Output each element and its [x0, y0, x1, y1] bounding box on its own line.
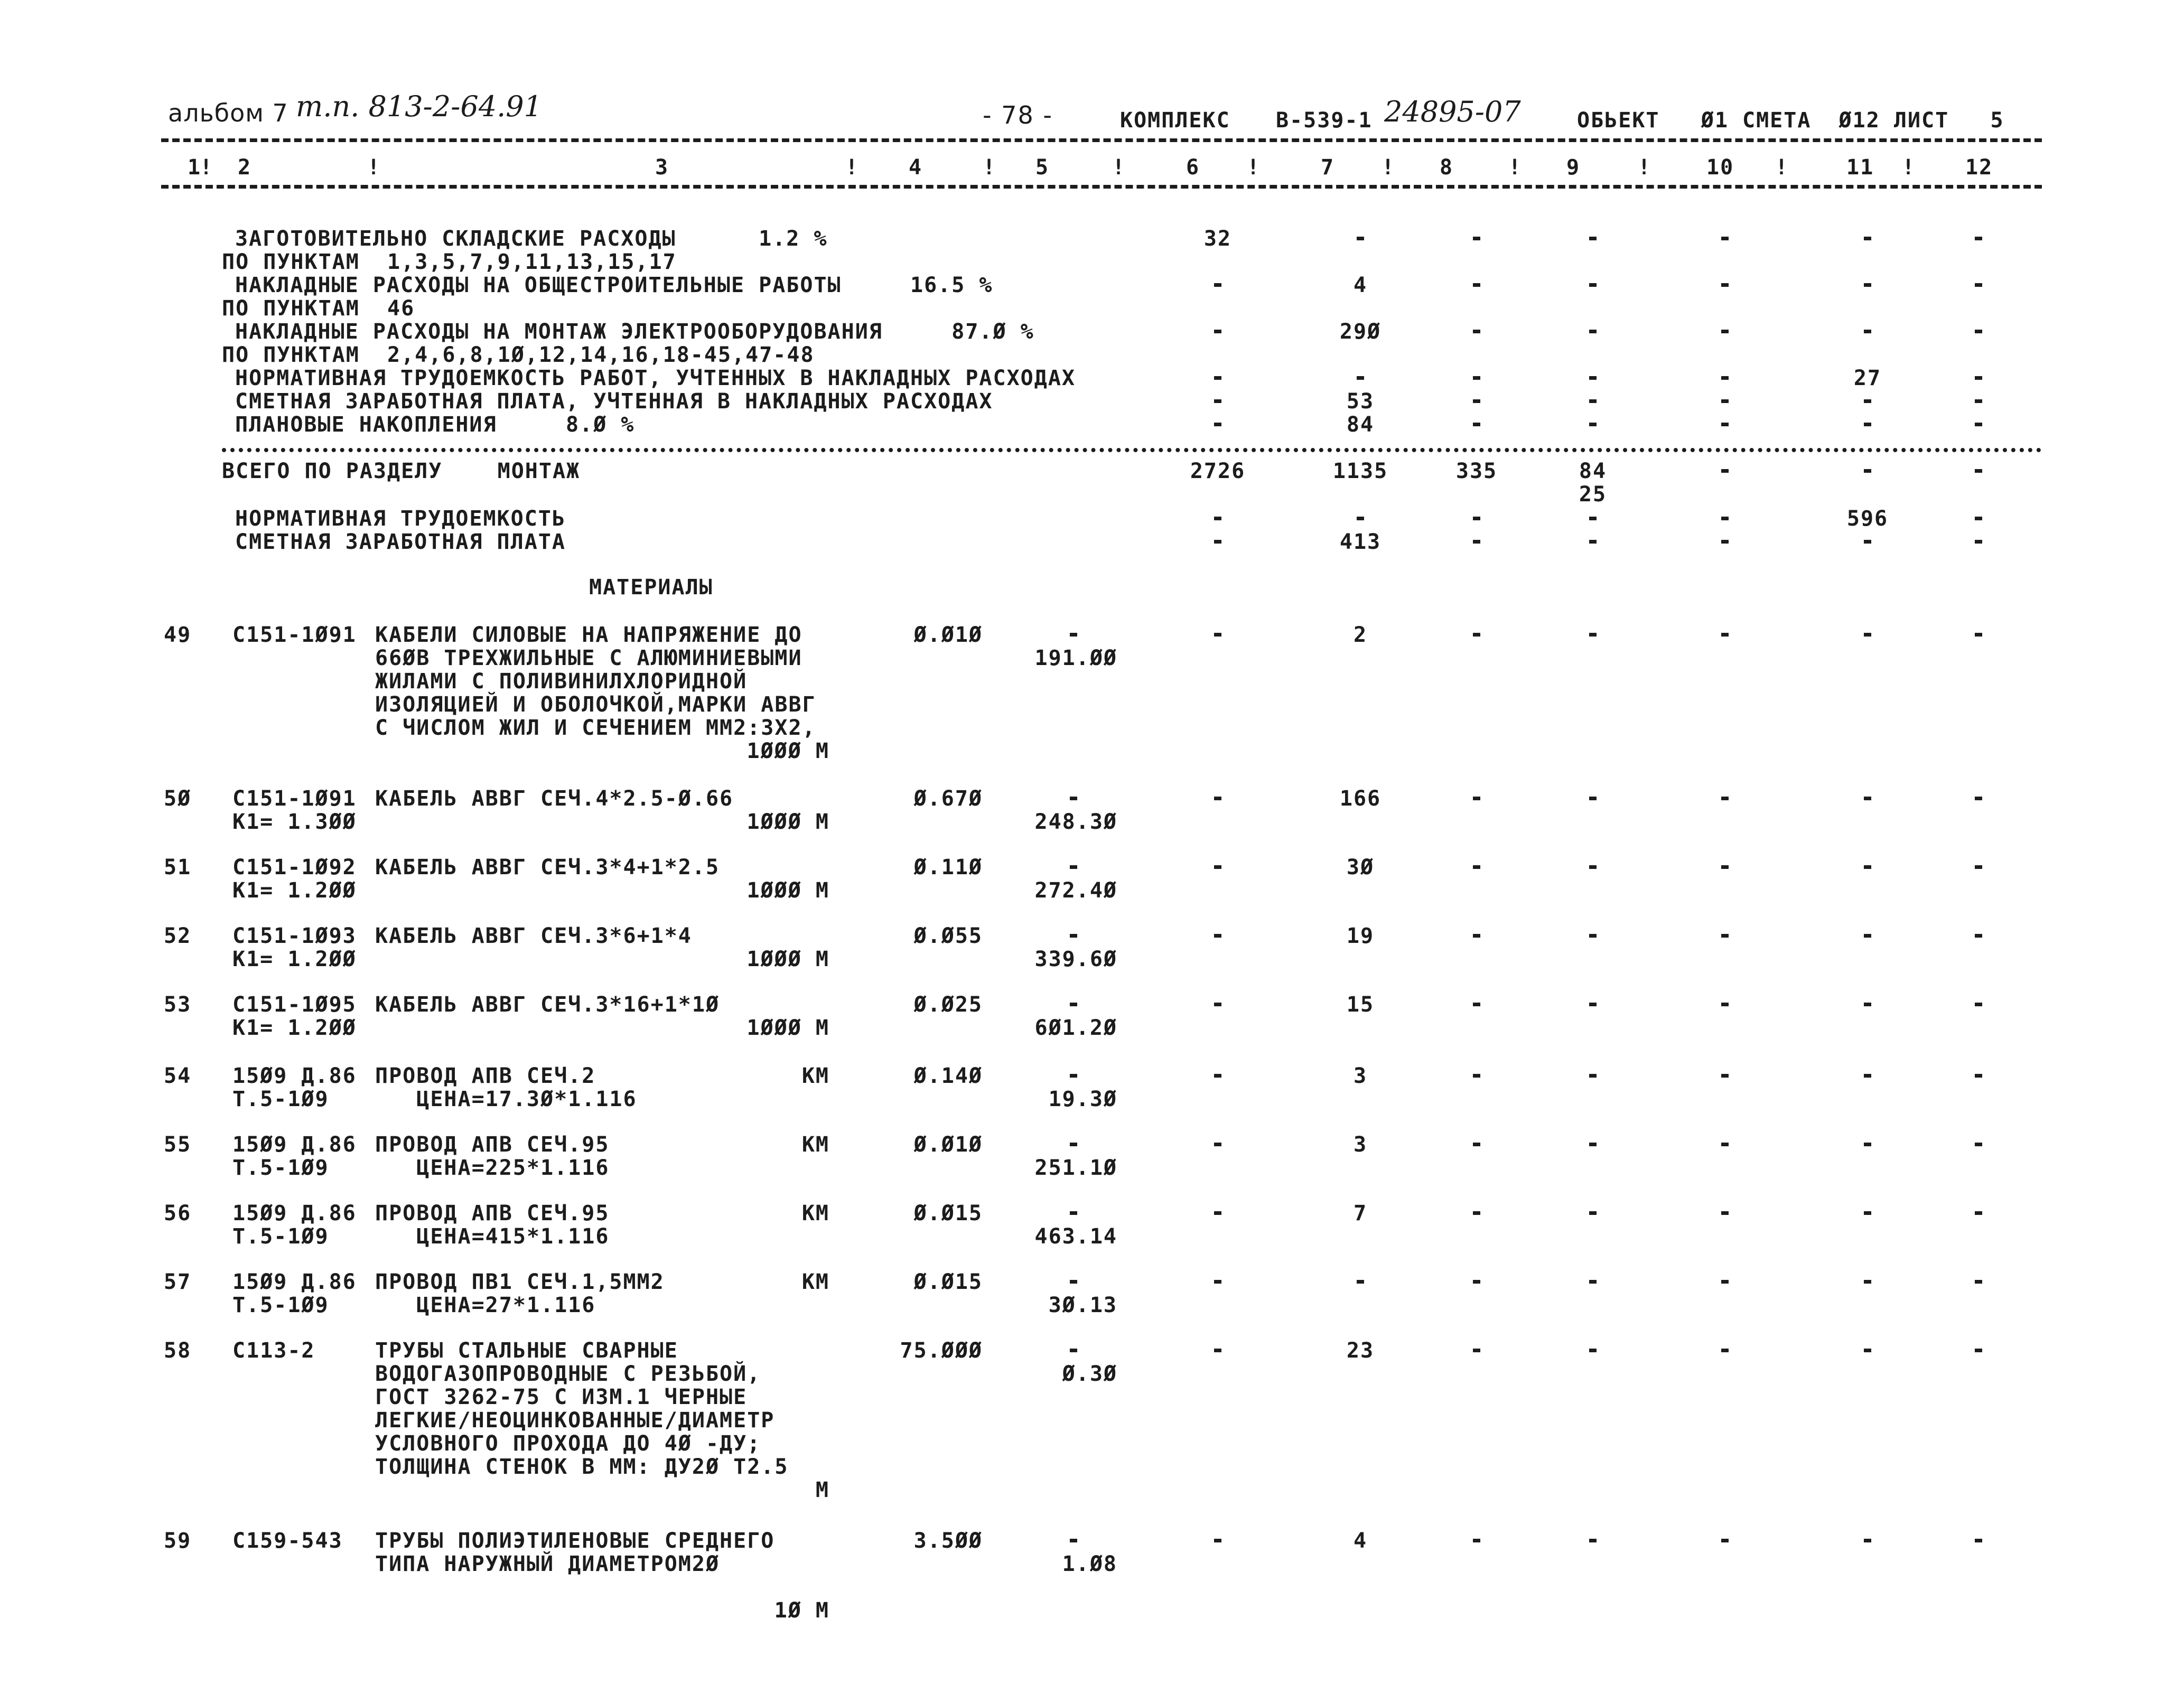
column-number-9: 9 — [1566, 155, 1581, 180]
value-c9: 84 — [1579, 459, 1607, 483]
item-description-line: КАБЕЛЬ АВВГ СЕЧ.3*16+1*1Ø — [375, 993, 720, 1017]
item-price: 272.4Ø — [1034, 878, 1117, 903]
item-code-secondary: Т.5-1Ø9 — [232, 1293, 329, 1317]
dash-c5 — [1070, 1211, 1077, 1215]
dash-c11 — [1864, 1539, 1871, 1542]
item-description-line: КАБЕЛЬ АВВГ СЕЧ.4*2.5-Ø.66 — [375, 787, 734, 811]
dash-c8 — [1473, 1539, 1480, 1542]
column-separator: ! — [1508, 155, 1523, 180]
dash-c6 — [1214, 934, 1221, 938]
value-c8: 335 — [1455, 459, 1498, 483]
dash-c12 — [1975, 1539, 1982, 1542]
item-code: С151-1Ø91 — [232, 787, 357, 811]
dash-c9 — [1589, 376, 1597, 380]
item-quantity: 75.ØØØ — [900, 1339, 983, 1363]
dash-c8 — [1473, 1349, 1480, 1352]
item-code: 15Ø9 Д.86 — [232, 1133, 357, 1157]
item-number: 49 — [164, 623, 192, 647]
column-separator: ! — [367, 155, 381, 180]
section-title-materials: МАТЕРИАЛЫ — [589, 575, 713, 600]
value-c6: 2726 — [1190, 459, 1246, 483]
item-price: 339.6Ø — [1034, 947, 1117, 971]
dash-c10 — [1721, 633, 1729, 637]
column-separator: ! — [845, 155, 860, 180]
item-code: С151-1Ø93 — [232, 924, 357, 948]
dash-c8 — [1473, 237, 1480, 240]
item-quantity: Ø.Ø1Ø — [913, 1133, 983, 1157]
header-rule-bottom — [161, 185, 2042, 189]
dash-c10 — [1721, 1211, 1729, 1215]
dash-c9 — [1589, 1539, 1597, 1542]
dash-c11 — [1864, 399, 1871, 403]
dash-c12 — [1975, 1003, 1982, 1006]
dash-c6 — [1214, 1074, 1221, 1078]
dash-c8 — [1473, 633, 1480, 637]
dash-c8 — [1473, 1143, 1480, 1146]
item-code: С151-1Ø95 — [232, 993, 357, 1017]
item-quantity: Ø.Ø25 — [913, 993, 983, 1017]
item-quantity: Ø.14Ø — [913, 1064, 983, 1088]
dash-c9 — [1589, 934, 1597, 938]
dash-c12 — [1975, 1143, 1982, 1146]
column-number-5: 5 — [1035, 155, 1050, 180]
item-price: 19.3Ø — [1048, 1087, 1117, 1111]
dash-c6 — [1214, 376, 1221, 380]
dash-c11 — [1864, 1211, 1871, 1215]
item-description-line: ПРОВОД АПВ СЕЧ.95 — [375, 1133, 610, 1157]
dash-c10 — [1721, 1280, 1729, 1284]
value-c7: 29Ø — [1339, 320, 1382, 344]
item-unit: КМ — [801, 1201, 829, 1225]
dash-c10 — [1721, 1143, 1729, 1146]
dash-c8 — [1473, 865, 1480, 869]
dash-c12 — [1975, 1074, 1982, 1078]
dash-c5 — [1070, 633, 1077, 637]
dash-c9 — [1589, 399, 1597, 403]
item-description-line: ПРОВОД АПВ СЕЧ.95 — [375, 1201, 610, 1225]
value-c7: 166 — [1339, 787, 1382, 811]
item-quantity: Ø.Ø55 — [913, 924, 983, 948]
dash-c5 — [1070, 934, 1077, 938]
item-quantity: Ø.11Ø — [913, 855, 983, 880]
dash-c6 — [1214, 797, 1221, 800]
dash-c9 — [1589, 1349, 1597, 1352]
dash-c12 — [1975, 1349, 1982, 1352]
dash-c7 — [1357, 1280, 1364, 1284]
column-number-1: 1 — [188, 155, 202, 180]
item-code-secondary: Т.5-1Ø9 — [232, 1087, 329, 1111]
item-code: С151-1Ø91 — [232, 623, 357, 647]
dash-c12 — [1975, 469, 1982, 473]
value-c7: 23 — [1346, 1339, 1375, 1363]
item-description-line: ЦЕНА=27*1.116 — [375, 1293, 596, 1317]
section-total-label: ВСЕГО ПО РАЗДЕЛУ МОНТАЖ — [222, 459, 581, 483]
normative-labor-label: НОРМАТИВНАЯ ТРУДОЕМКОСТЬ — [235, 507, 566, 531]
value-c7: 3Ø — [1346, 855, 1375, 880]
value-c11: 596 — [1846, 507, 1889, 531]
dash-c8 — [1473, 1074, 1480, 1078]
column-number-3: 3 — [655, 155, 669, 180]
dash-c6 — [1214, 330, 1221, 333]
item-unit: КМ — [801, 1270, 829, 1294]
album-label: альбом 7 — [168, 99, 288, 127]
dash-c7 — [1357, 517, 1364, 520]
dash-c12 — [1975, 517, 1982, 520]
dash-c6 — [1214, 423, 1221, 426]
dash-c11 — [1864, 934, 1871, 938]
total-dotted-rule — [222, 448, 2042, 452]
dash-c9 — [1589, 633, 1597, 637]
dash-c6 — [1214, 633, 1221, 637]
dash-c12 — [1975, 1211, 1982, 1215]
value-c7: 15 — [1346, 993, 1375, 1017]
dash-c10 — [1721, 1074, 1729, 1078]
item-number: 5Ø — [164, 787, 192, 811]
value-c7: 3 — [1353, 1064, 1368, 1088]
dash-c9 — [1589, 1143, 1597, 1146]
item-description-line: УСЛОВНОГО ПРОХОДА ДО 4Ø -ДУ; — [375, 1432, 761, 1456]
overhead-points: ПО ПУНКТАМ 46 — [222, 296, 415, 321]
dash-c12 — [1975, 797, 1982, 800]
item-price: Ø.3Ø — [1062, 1362, 1117, 1386]
dash-c12 — [1975, 399, 1982, 403]
dash-c5 — [1070, 865, 1077, 869]
dash-c11 — [1864, 330, 1871, 333]
overhead-label: ПЛАНОВЫЕ НАКОПЛЕНИЯ 8.Ø % — [235, 413, 635, 437]
overhead-label: ЗАГОТОВИТЕЛЬНО СКЛАДСКИЕ РАСХОДЫ 1.2 % — [235, 227, 828, 251]
dash-c12 — [1975, 540, 1982, 544]
column-separator: ! — [1382, 155, 1396, 180]
item-price: 251.1Ø — [1034, 1156, 1117, 1180]
dash-c9 — [1589, 1074, 1597, 1078]
item-description-line: ТРУБЫ СТАЛЬНЫЕ СВАРНЫЕ — [375, 1339, 678, 1363]
dash-c12 — [1975, 633, 1982, 637]
item-code: 15Ø9 Д.86 — [232, 1064, 357, 1088]
dash-c10 — [1721, 330, 1729, 333]
dash-c7 — [1357, 237, 1364, 240]
item-quantity: Ø.Ø1Ø — [913, 623, 983, 647]
item-description-line: КАБЕЛЬ АВВГ СЕЧ.3*6+1*4 — [375, 924, 692, 948]
item-number: 54 — [164, 1064, 192, 1088]
page-number: - 78 - — [983, 101, 1053, 129]
value-c7: 4 — [1353, 273, 1368, 297]
dash-c11 — [1864, 797, 1871, 800]
dash-c12 — [1975, 423, 1982, 426]
dash-c9 — [1589, 865, 1597, 869]
item-description-line: 66ØВ ТРЕХЖИЛЬНЫЕ С АЛЮМИНИЕВЫМИ — [375, 646, 802, 670]
dash-c8 — [1473, 517, 1480, 520]
item-price: 463.14 — [1034, 1224, 1117, 1249]
dash-c9 — [1589, 1280, 1597, 1284]
item-code: 15Ø9 Д.86 — [232, 1270, 357, 1294]
dash-c8 — [1473, 1003, 1480, 1006]
dash-c11 — [1864, 1003, 1871, 1006]
item-number: 52 — [164, 924, 192, 948]
dash-c6 — [1214, 399, 1221, 403]
item-description-line: ГОСТ 3262-75 С ИЗМ.1 ЧЕРНЫЕ — [375, 1385, 748, 1409]
dash-c8 — [1473, 423, 1480, 426]
item-description-line: ЖИЛАМИ С ПОЛИВИНИЛХЛОРИДНОЙ — [375, 669, 748, 694]
overhead-label: НОРМАТИВНАЯ ТРУДОЕМКОСТЬ РАБОТ, УЧТЕННЫХ В НАКЛАДНЫХ РАСХОДАХ — [235, 366, 1076, 390]
item-number: 55 — [164, 1133, 192, 1157]
value-c7: 2 — [1353, 623, 1368, 647]
dash-c5 — [1070, 1349, 1077, 1352]
value-c7: 19 — [1346, 924, 1375, 948]
item-unit: 1ØØØ М — [746, 810, 829, 834]
item-code: С113-2 — [232, 1339, 315, 1363]
dash-c11 — [1864, 633, 1871, 637]
dash-c12 — [1975, 1280, 1982, 1284]
item-unit: 1ØØØ М — [746, 739, 829, 763]
dash-c8 — [1473, 399, 1480, 403]
item-price: 6Ø1.2Ø — [1034, 1016, 1117, 1040]
dash-c10 — [1721, 1003, 1729, 1006]
value-c7: 84 — [1346, 413, 1375, 437]
dash-c5 — [1070, 1074, 1077, 1078]
overhead-label: НАКЛАДНЫЕ РАСХОДЫ НА МОНТАЖ ЭЛЕКТРООБОРУДОВАНИЯ 87.Ø % — [235, 320, 1034, 344]
dash-c11 — [1864, 1280, 1871, 1284]
column-separator: ! — [1112, 155, 1126, 180]
item-code: 15Ø9 Д.86 — [232, 1201, 357, 1225]
dash-c8 — [1473, 1280, 1480, 1284]
dash-c11 — [1864, 540, 1871, 544]
dash-c8 — [1473, 376, 1480, 380]
item-quantity: 3.5ØØ — [913, 1529, 983, 1553]
dash-c9 — [1589, 423, 1597, 426]
dash-c8 — [1473, 797, 1480, 800]
dash-c6 — [1214, 540, 1221, 544]
column-separator: ! — [200, 155, 214, 180]
dash-c10 — [1721, 1349, 1729, 1352]
dash-c12 — [1975, 283, 1982, 287]
column-number-8: 8 — [1440, 155, 1454, 180]
value-c11: 27 — [1853, 366, 1882, 390]
item-description-line: ТОЛЩИНА СТЕНОК В ММ: ДУ2Ø Т2.5 — [375, 1455, 789, 1479]
column-number-7: 7 — [1321, 155, 1335, 180]
dash-c6 — [1214, 517, 1221, 520]
dash-c9 — [1589, 1003, 1597, 1006]
column-number-10: 10 — [1706, 155, 1734, 180]
item-unit: 1ØØØ М — [746, 947, 829, 971]
item-description-line: КАБЕЛИ СИЛОВЫЕ НА НАПРЯЖЕНИЕ ДО — [375, 623, 802, 647]
column-separator: ! — [1638, 155, 1652, 180]
dash-c12 — [1975, 865, 1982, 869]
item-number: 58 — [164, 1339, 192, 1363]
item-description-line: ЦЕНА=225*1.116 — [375, 1156, 610, 1180]
column-number-4: 4 — [909, 155, 923, 180]
item-code-secondary: К1= 1.2ØØ — [232, 878, 357, 903]
column-number-2: 2 — [238, 155, 252, 180]
column-number-11: 11 — [1846, 155, 1874, 180]
item-description-line: ПРОВОД АПВ СЕЧ.2 — [375, 1064, 596, 1088]
item-description-line: ПРОВОД ПВ1 СЕЧ.1,5ММ2 — [375, 1270, 665, 1294]
dash-c8 — [1473, 1211, 1480, 1215]
item-number: 53 — [164, 993, 192, 1017]
dash-c10 — [1721, 399, 1729, 403]
dash-c9 — [1589, 237, 1597, 240]
overhead-points: ПО ПУНКТАМ 1,3,5,7,9,11,13,15,17 — [222, 250, 677, 274]
dash-c11 — [1864, 237, 1871, 240]
column-separator: ! — [1247, 155, 1261, 180]
value-c9-second-line: 25 — [1579, 482, 1607, 507]
item-code: С159-543 — [232, 1529, 343, 1553]
dash-c8 — [1473, 283, 1480, 287]
dash-c5 — [1070, 1539, 1077, 1542]
item-code-secondary: К1= 1.3ØØ — [232, 810, 357, 834]
estimated-wage-label: СМЕТНАЯ ЗАРАБОТНАЯ ПЛАТА — [235, 530, 566, 554]
item-quantity: Ø.Ø15 — [913, 1201, 983, 1225]
overhead-label: СМЕТНАЯ ЗАРАБОТНАЯ ПЛАТА, УЧТЕННАЯ В НАКЛАДНЫХ РАСХОДАХ — [235, 389, 993, 414]
header-rule-top — [161, 138, 2042, 142]
item-description-line: ЦЕНА=415*1.116 — [375, 1224, 610, 1249]
dash-c5 — [1070, 797, 1077, 800]
column-number-6: 6 — [1186, 155, 1200, 180]
value-c7: 7 — [1353, 1201, 1368, 1225]
item-price: 191.ØØ — [1034, 646, 1117, 670]
dash-c10 — [1721, 797, 1729, 800]
item-unit: 1ØØØ М — [746, 1016, 829, 1040]
item-description-line: С ЧИСЛОМ ЖИЛ И СЕЧЕНИЕМ ММ2:3Х2, — [375, 716, 816, 740]
item-unit: М — [815, 1478, 829, 1502]
dash-c11 — [1864, 1349, 1871, 1352]
handwritten-project-number: т.п. 813-2-64.91 — [296, 90, 542, 123]
item-code-secondary: Т.5-1Ø9 — [232, 1224, 329, 1249]
dash-c10 — [1721, 1539, 1729, 1542]
dash-c6 — [1214, 865, 1221, 869]
dash-c6 — [1214, 1003, 1221, 1006]
item-price: 248.3Ø — [1034, 810, 1117, 834]
item-number: 56 — [164, 1201, 192, 1225]
column-number-12: 12 — [1965, 155, 1993, 180]
item-quantity: Ø.Ø15 — [913, 1270, 983, 1294]
item-description-line: ТИПА НАРУЖНЫЙ ДИАМЕТРОМ2Ø — [375, 1552, 720, 1576]
item-description-line: ЛЕГКИЕ/НЕОЦИНКОВАННЫЕ/ДИАМЕТР — [375, 1408, 775, 1433]
dash-c9 — [1589, 797, 1597, 800]
dash-c6 — [1214, 1280, 1221, 1284]
item-number: 59 — [164, 1529, 192, 1553]
value-c7: 53 — [1346, 389, 1375, 414]
overhead-points: ПО ПУНКТАМ 2,4,6,8,1Ø,12,14,16,18-45,47-48 — [222, 343, 815, 367]
dash-c5 — [1070, 1003, 1077, 1006]
complex-code: В-539-1 — [1276, 108, 1373, 133]
item-code-secondary: К1= 1.2ØØ — [232, 947, 357, 971]
item-description-line: ТРУБЫ ПОЛИЭТИЛЕНОВЫЕ СРЕДНЕГО — [375, 1529, 775, 1553]
item-code: С151-1Ø92 — [232, 855, 357, 880]
item-description-line: КАБЕЛЬ АВВГ СЕЧ.3*4+1*2.5 — [375, 855, 720, 880]
dash-c10 — [1721, 934, 1729, 938]
dash-c9 — [1589, 330, 1597, 333]
item-code-secondary: Т.5-1Ø9 — [232, 1156, 329, 1180]
item-unit: 1Ø М — [774, 1598, 829, 1623]
dash-c7 — [1357, 376, 1364, 380]
item-description-line: ИЗОЛЯЦИЕЙ И ОБОЛОЧКОЙ,МАРКИ АВВГ — [375, 693, 816, 717]
column-separator: ! — [1775, 155, 1789, 180]
value-c7: 1135 — [1332, 459, 1388, 483]
dash-c10 — [1721, 423, 1729, 426]
item-unit: КМ — [801, 1064, 829, 1088]
item-unit: КМ — [801, 1133, 829, 1157]
dash-c5 — [1070, 1280, 1077, 1284]
item-description-line: ВОДОГАЗОПРОВОДНЫЕ С РЕЗЬБОЙ, — [375, 1362, 761, 1386]
handwritten-complex-number: 24895-07 — [1384, 95, 1521, 128]
dash-c8 — [1473, 934, 1480, 938]
item-quantity: Ø.67Ø — [913, 787, 983, 811]
column-separator: ! — [1902, 155, 1916, 180]
dash-c9 — [1589, 517, 1597, 520]
dash-c6 — [1214, 283, 1221, 287]
item-price: 1.Ø8 — [1062, 1552, 1117, 1576]
complex-label: КОМПЛЕКС — [1120, 108, 1230, 133]
dash-c9 — [1589, 1211, 1597, 1215]
value-c7: 413 — [1339, 530, 1382, 554]
dash-c12 — [1975, 330, 1982, 333]
column-separator: ! — [983, 155, 997, 180]
value-c6: 32 — [1203, 227, 1232, 251]
overhead-label: НАКЛАДНЫЕ РАСХОДЫ НА ОБЩЕСТРОИТЕЛЬНЫЕ РАБОТЫ 16.5 % — [235, 273, 993, 297]
dash-c12 — [1975, 376, 1982, 380]
dash-c11 — [1864, 1074, 1871, 1078]
dash-c9 — [1589, 283, 1597, 287]
dash-c6 — [1214, 1349, 1221, 1352]
dash-c10 — [1721, 865, 1729, 869]
dash-c10 — [1721, 540, 1729, 544]
dash-c12 — [1975, 934, 1982, 938]
dash-c8 — [1473, 330, 1480, 333]
value-c7: 4 — [1353, 1529, 1368, 1553]
dash-c10 — [1721, 469, 1729, 473]
dash-c10 — [1721, 376, 1729, 380]
dash-c11 — [1864, 865, 1871, 869]
dash-c5 — [1070, 1143, 1077, 1146]
dash-c12 — [1975, 237, 1982, 240]
item-code-secondary: К1= 1.2ØØ — [232, 1016, 357, 1040]
dash-c10 — [1721, 517, 1729, 520]
dash-c10 — [1721, 283, 1729, 287]
dash-c9 — [1589, 540, 1597, 544]
item-description-line: ЦЕНА=17.3Ø*1.116 — [375, 1087, 637, 1111]
item-number: 51 — [164, 855, 192, 880]
object-sheet-info: ОБЬЕКТ Ø1 СМЕТА Ø12 ЛИСТ 5 — [1577, 108, 2004, 133]
dash-c11 — [1864, 469, 1871, 473]
dash-c8 — [1473, 540, 1480, 544]
dash-c6 — [1214, 1211, 1221, 1215]
value-c7: 3 — [1353, 1133, 1368, 1157]
dash-c6 — [1214, 1539, 1221, 1542]
item-unit: 1ØØØ М — [746, 878, 829, 903]
item-number: 57 — [164, 1270, 192, 1294]
dash-c10 — [1721, 237, 1729, 240]
dash-c6 — [1214, 1143, 1221, 1146]
dash-c11 — [1864, 423, 1871, 426]
dash-c11 — [1864, 1143, 1871, 1146]
item-price: 3Ø.13 — [1048, 1293, 1117, 1317]
dash-c11 — [1864, 283, 1871, 287]
